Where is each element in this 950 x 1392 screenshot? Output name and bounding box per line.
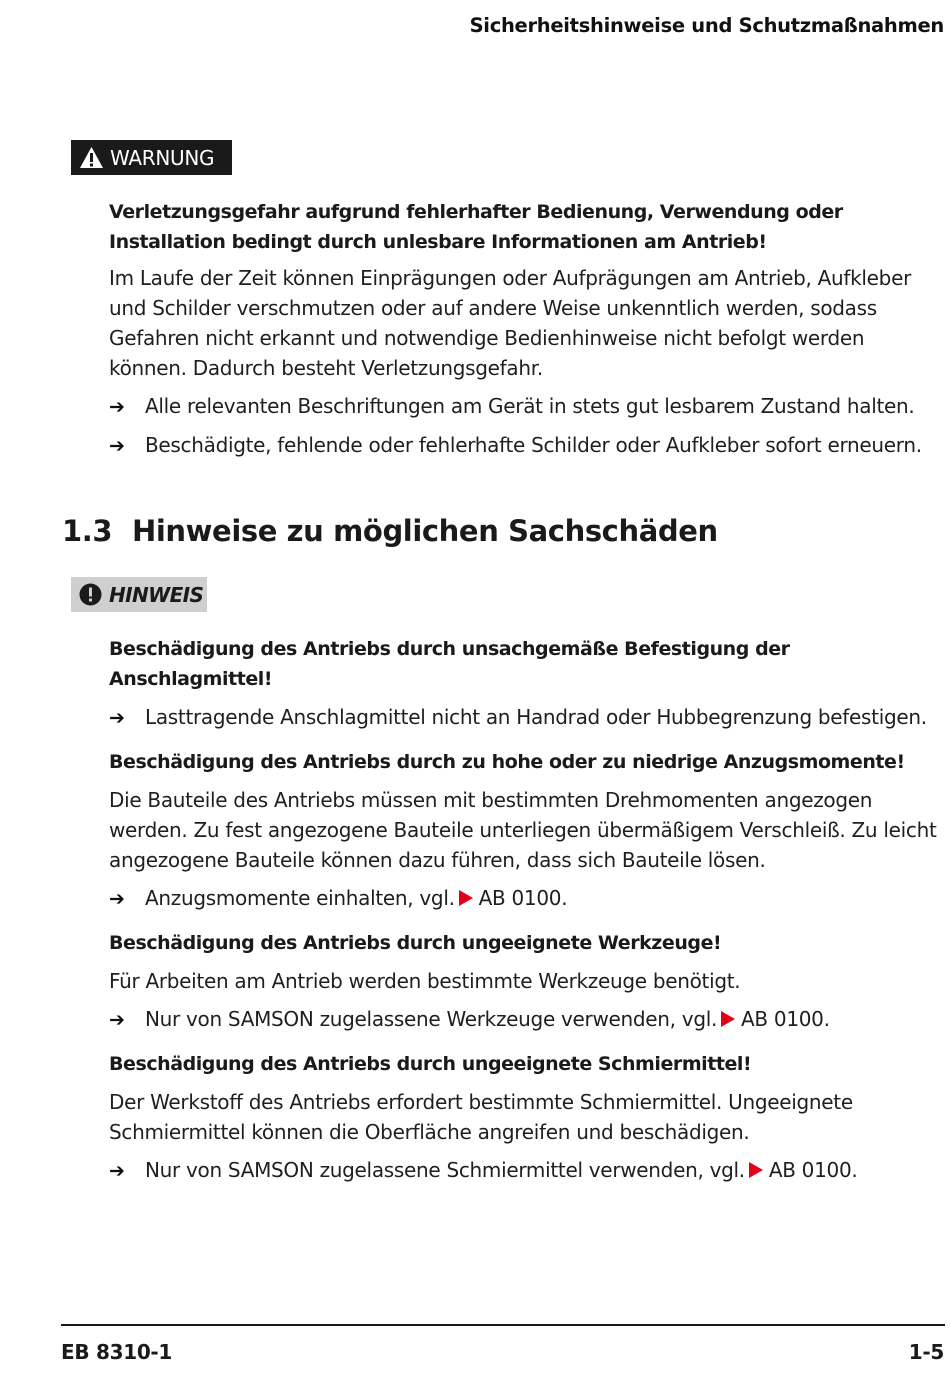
warning-action-text: Alle relevanten Beschriftungen am Gerät in stets gut lesbarem Zustand halten. <box>145 394 915 418</box>
warning-heading: Verletzungsgefahr aufgrund fehlerhafter Bedienung, Verwendung oder Installation bedingt durch unlesbare Informationen am Antrieb! <box>109 201 843 253</box>
notice-heading: Beschädigung des Antriebs durch unsachgemäße Befestigung der Anschlagmittel! <box>109 638 790 690</box>
section-title: Hinweise zu möglichen Sachschäden <box>132 514 718 548</box>
warning-badge-label: WARNUNG <box>110 145 215 170</box>
notice-body: Für Arbeiten am Antrieb werden bestimmte Werkzeuge benötigt. <box>109 969 741 993</box>
exclamation-circle-icon <box>79 583 102 606</box>
notice-body: Die Bauteile des Antriebs müssen mit bestimmten Drehmomenten angezogen werden. Zu fest angezogene Bauteile unterliegen übermäßigem Verschleiß. Zu leicht angezogene Bauteile können dazu führen, dass sich Bauteile lösen. <box>109 788 937 872</box>
notice-heading: Beschädigung des Antriebs durch zu hohe oder zu niedrige Anzugsmomente! <box>109 751 905 773</box>
arrow-right-icon: ➔ <box>109 888 125 910</box>
arrow-right-icon: ➔ <box>109 396 125 418</box>
warning-action-item <box>109 430 943 461</box>
section-number: 1.3 <box>62 514 113 548</box>
reference-marker-icon <box>749 1162 763 1178</box>
notice-action-item <box>109 702 943 733</box>
arrow-right-icon: ➔ <box>109 435 125 457</box>
notice-action-item <box>109 1155 943 1186</box>
document-reference: AB 0100. <box>768 1158 858 1182</box>
notice-action-item <box>109 1004 943 1035</box>
notice-action-text: Nur von SAMSON zugelassene Werkzeuge verwenden, vgl. <box>145 1007 718 1031</box>
arrow-right-icon: ➔ <box>109 1009 125 1031</box>
notice-heading: Beschädigung des Antriebs durch ungeeignete Werkzeuge! <box>109 932 722 954</box>
document-reference: AB 0100. <box>478 886 568 910</box>
notice-body: Der Werkstoff des Antriebs erfordert bestimmte Schmiermittel. Ungeeignete Schmiermittel können die Oberfläche angreifen und beschädigen. <box>109 1090 853 1144</box>
warning-action-item <box>109 391 943 422</box>
notice-action-text: Nur von SAMSON zugelassene Schmiermittel verwenden, vgl. <box>145 1158 745 1182</box>
notice-action-text: Anzugsmomente einhalten, vgl. <box>145 886 455 910</box>
footer-divider <box>61 1324 945 1326</box>
document-reference: AB 0100. <box>741 1007 830 1031</box>
warning-triangle-icon <box>79 146 104 169</box>
reference-marker-icon <box>721 1011 735 1027</box>
warning-content <box>109 197 943 461</box>
footer-page-number: 1-5 <box>908 1340 944 1364</box>
notice-action-text: Lasttragende Anschlagmittel nicht an Handrad oder Hubbegrenzung befestigen. <box>145 705 927 729</box>
warning-action-text: Beschädigte, fehlende oder fehlerhafte Schilder oder Aufkleber sofort erneuern. <box>145 433 922 457</box>
notice-action-item <box>109 883 943 914</box>
reference-marker-icon <box>459 890 473 906</box>
footer-document-id: EB 8310-1 <box>61 1340 173 1364</box>
warning-body: Im Laufe der Zeit können Einprägungen oder Aufprägungen am Antrieb, Aufkleber und Schilder verschmutzen oder auf andere Weise unkenntlich werden, sodass Gefahren nicht erkannt und notwendige Bedienhinweise nicht befolgt werden können. Dadurch besteht Verletzungsgefahr. <box>109 266 911 380</box>
arrow-right-icon: ➔ <box>109 707 125 729</box>
notice-content <box>109 634 943 1186</box>
notice-heading: Beschädigung des Antriebs durch ungeeignete Schmiermittel! <box>109 1053 752 1075</box>
warning-badge <box>71 140 232 175</box>
arrow-right-icon: ➔ <box>109 1160 125 1182</box>
notice-badge <box>71 577 207 612</box>
section-heading <box>62 514 718 548</box>
running-header: Sicherheitshinweise und Schutzmaßnahmen <box>469 14 944 37</box>
notice-badge-label: HINWEIS <box>109 582 204 607</box>
